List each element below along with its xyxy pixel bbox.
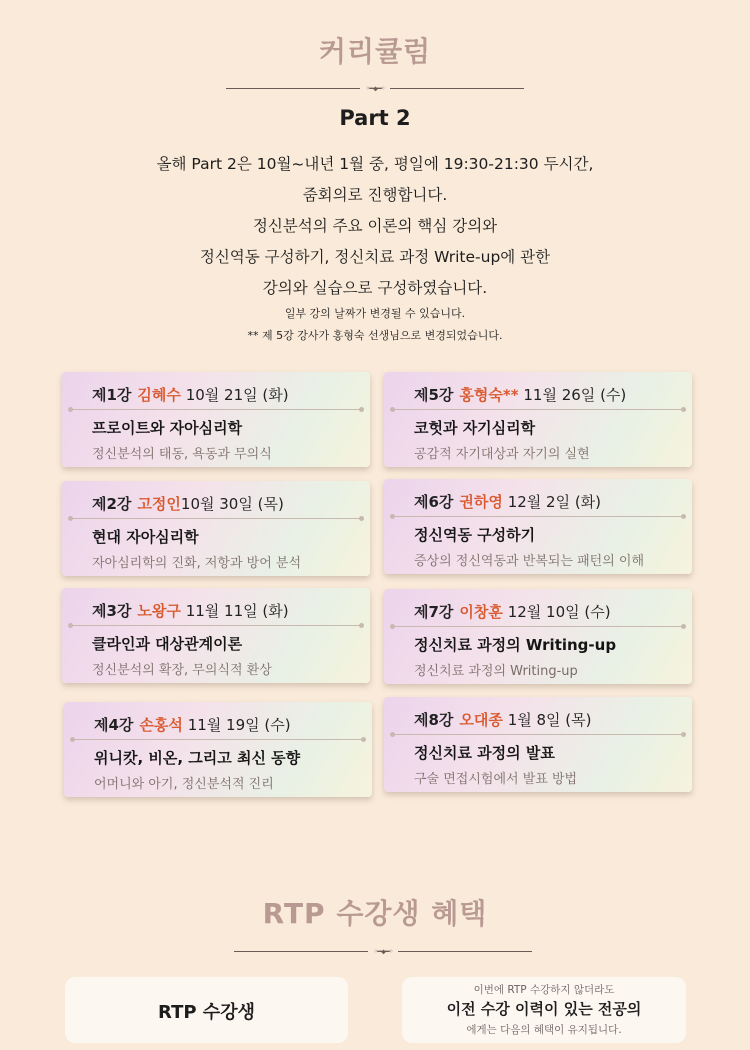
benefits-title: RTP 수강생 혜택: [262, 897, 488, 930]
lecture-title: 정신역동 구성하기: [414, 526, 536, 544]
lecture-card-7: [384, 589, 692, 684]
lecture-card-6: [384, 479, 692, 574]
lecture-instructor: 오대종: [459, 711, 503, 729]
intro-line-2: 줌회의로 진행합니다.: [302, 186, 448, 204]
card-divider: [390, 734, 686, 735]
intro-line-1: 올해 Part 2은 10월~내년 1월 중, 평일에 19:30-21:30 두시간,: [156, 155, 594, 173]
lecture-desc: 정신분석의 확장, 무의식적 환상: [92, 663, 272, 678]
note-date-change: 일부 강의 날짜가 변경될 수 있습니다.: [284, 307, 466, 320]
lecture-card-4: [64, 702, 372, 797]
lecture-number: 제2강: [92, 495, 132, 513]
lecture-date: 11월 19일 (수): [187, 716, 291, 734]
lecture-title: 정신치료 과정의 Writing-up: [414, 636, 617, 654]
intro-line-5: 강의와 실습으로 구성하였습니다.: [262, 279, 488, 297]
card-divider: [390, 409, 686, 410]
card-divider: [390, 626, 686, 627]
lecture-card-8: [384, 697, 692, 792]
lecture-number: 제3강: [92, 602, 132, 620]
lecture-title: 현대 자아심리학: [92, 528, 199, 546]
benefit-prior-label: 이전 수강 이력이 있는 전공의: [446, 1000, 642, 1018]
card-divider: [70, 739, 366, 740]
lecture-date: 11월 11일 (화): [185, 602, 289, 620]
benefit-prior-note-bottom: 에게는 다음의 혜택이 유지됩니다.: [466, 1024, 622, 1036]
lecture-title: 코헛과 자기심리학: [414, 419, 536, 437]
lecture-desc: 자아심리학의 진화, 저항과 방어 분석: [92, 556, 302, 571]
lecture-date: 12월 10일 (수): [507, 603, 611, 621]
lecture-card-1: [62, 372, 370, 467]
lecture-number: 제8강: [414, 711, 454, 729]
lecture-title: 위니캇, 비온, 그리고 최신 동향: [94, 749, 301, 767]
lecture-date: 12월 2일 (화): [507, 493, 602, 511]
curriculum-title: 커리큘럼: [318, 35, 432, 68]
benefit-prior-note-top: 이번에 RTP 수강하지 않더라도: [473, 984, 615, 996]
lecture-instructor: 홍형숙**: [459, 386, 519, 404]
lecture-title: 클라인과 대상관계이론: [92, 635, 243, 653]
lecture-desc: 증상의 정신역동과 반복되는 패턴의 이해: [414, 554, 645, 569]
card-divider: [68, 409, 364, 410]
lecture-instructor: 손홍석: [139, 716, 183, 734]
lecture-desc: 구술 면접시험에서 발표 방법: [414, 772, 578, 787]
lecture-card-5: [384, 372, 692, 467]
card-divider: [68, 518, 364, 519]
lecture-title: 프로이트와 자아심리학: [92, 419, 243, 437]
card-divider: [68, 625, 364, 626]
lecture-instructor: 노왕구: [137, 602, 181, 620]
lecture-number: 제4강: [94, 716, 134, 734]
lecture-desc: 어머니와 아기, 정신분석적 진리: [94, 777, 274, 792]
benefit-box-rtp: [65, 977, 348, 1043]
lecture-card-3: [62, 588, 370, 683]
lecture-desc: 공감적 자기대상과 자기의 실현: [414, 447, 590, 462]
lecture-number: 제5강: [414, 386, 454, 404]
intro-line-4: 정신역동 구성하기, 정신치료 과정 Write-up에 관한: [199, 248, 551, 266]
curriculum-divider: ◦━◆━◦: [226, 83, 524, 95]
lecture-date: 10월 30일 (목): [180, 495, 284, 513]
lecture-instructor: 이창훈: [459, 603, 503, 621]
lecture-number: 제1강: [92, 386, 132, 404]
lecture-desc: 정신분석의 태동, 욕동과 무의식: [92, 447, 272, 462]
part-title: Part 2: [339, 106, 411, 130]
lecture-date: 1월 8일 (목): [507, 711, 592, 729]
lecture-title: 정신치료 과정의 발표: [414, 744, 555, 762]
benefit-rtp-label: RTP 수강생: [158, 1002, 255, 1023]
card-divider: [390, 516, 686, 517]
lecture-instructor: 김혜수: [137, 386, 181, 404]
note-instructor-change: ** 제 5강 강사가 홍형숙 선생님으로 변경되었습니다.: [247, 329, 503, 342]
benefit-box-prior: [402, 977, 686, 1043]
lecture-date: 10월 21일 (화): [185, 386, 289, 404]
lecture-instructor: 권하영: [459, 493, 503, 511]
lecture-instructor: 고정인: [137, 495, 181, 513]
lecture-desc: 정신치료 과정의 Writing-up: [414, 664, 578, 679]
lecture-number: 제6강: [414, 493, 454, 511]
benefits-divider: ◦━◆━◦: [234, 946, 532, 958]
intro-line-3: 정신분석의 주요 이론의 핵심 강의와: [252, 217, 498, 235]
lecture-date: 11월 26일 (수): [523, 386, 627, 404]
lecture-card-2: [62, 481, 370, 576]
lecture-number: 제7강: [414, 603, 454, 621]
